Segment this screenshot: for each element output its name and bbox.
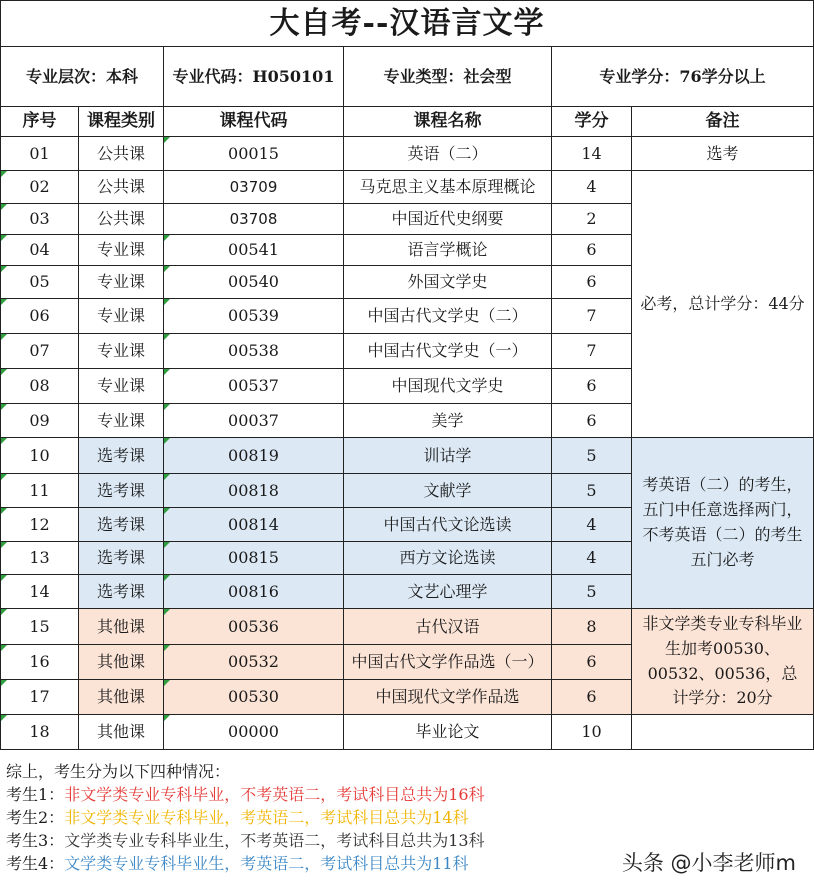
- row-name: 中国古代文论选读: [344, 508, 552, 542]
- row-no: 17: [1, 680, 79, 715]
- summary-text: 非文学类专业专科毕业，考英语二，考试科目总共为14科: [64, 808, 469, 827]
- row-credit: 7: [552, 334, 632, 369]
- page-title: 大自考--汉语言文学: [1, 1, 814, 47]
- row-category: 其他课: [79, 609, 164, 645]
- row-name: 英语（二）: [344, 137, 552, 171]
- info-credits: 专业学分：76学分以上: [552, 47, 814, 107]
- row-code: 03708: [164, 204, 344, 235]
- row-no: 10: [1, 438, 79, 474]
- row-name: 中国古代文学作品选（一）: [344, 645, 552, 680]
- row-no: 15: [1, 609, 79, 645]
- row-credit: 6: [552, 266, 632, 299]
- summary-label: 考生2：: [6, 808, 65, 827]
- row-name: 美学: [344, 404, 552, 438]
- row-category: 其他课: [79, 645, 164, 680]
- row-category: 公共课: [79, 204, 164, 235]
- summary-line-2: [6, 806, 806, 829]
- row-category: 专业课: [79, 235, 164, 266]
- row-category: 专业课: [79, 404, 164, 438]
- remark-additional: 非文学类专业专科毕业生加考00530、00532、00536，总计学分：20分: [632, 609, 814, 715]
- row-credit: 6: [552, 404, 632, 438]
- row-credit: 6: [552, 645, 632, 680]
- row-code: 00530: [164, 680, 344, 715]
- row-code: 00538: [164, 334, 344, 369]
- row-code: 00818: [164, 474, 344, 508]
- summary-label: 考生3：: [6, 831, 65, 850]
- row-name: 文献学: [344, 474, 552, 508]
- row-no: 01: [1, 137, 79, 171]
- row-credit: 6: [552, 235, 632, 266]
- row-code: 00539: [164, 299, 344, 334]
- row-credit: 8: [552, 609, 632, 645]
- row-category: 专业课: [79, 334, 164, 369]
- info-type: 专业类型：社会型: [344, 47, 552, 107]
- row-no: 11: [1, 474, 79, 508]
- row-credit: 6: [552, 680, 632, 715]
- row-no: 02: [1, 171, 79, 204]
- row-credit: 2: [552, 204, 632, 235]
- remark-empty: [632, 715, 814, 750]
- row-category: 其他课: [79, 715, 164, 750]
- row-name: 中国近代史纲要: [344, 204, 552, 235]
- row-credit: 4: [552, 508, 632, 542]
- row-no: 18: [1, 715, 79, 750]
- row-name: 文艺心理学: [344, 575, 552, 609]
- row-credit: 5: [552, 575, 632, 609]
- row-name: 外国文学史: [344, 266, 552, 299]
- row-code: 00037: [164, 404, 344, 438]
- summary-text: 文学类专业专科毕业生，考英语二，考试科目总共为11科: [64, 854, 469, 873]
- header-course-name: 课程名称: [344, 107, 552, 137]
- row-credit: 4: [552, 171, 632, 204]
- row-code: 00814: [164, 508, 344, 542]
- row-code: 00819: [164, 438, 344, 474]
- remark-required: 必考，总计学分：44分: [632, 171, 814, 438]
- row-no: 07: [1, 334, 79, 369]
- row-code: 00815: [164, 542, 344, 575]
- row-name: 语言学概论: [344, 235, 552, 266]
- row-category: 选考课: [79, 438, 164, 474]
- header-course-code: 课程代码: [164, 107, 344, 137]
- remark-optional: 考英语（二）的考生，五门中任意选择两门，不考英语（二）的考生五门必考: [632, 438, 814, 609]
- row-name: 中国古代文学史（二）: [344, 299, 552, 334]
- summary-text: 文学类专业专科毕业生，不考英语二，考试科目总共为13科: [64, 831, 485, 850]
- row-category: 选考课: [79, 542, 164, 575]
- row-name: 中国现代文学史: [344, 369, 552, 404]
- row-category: 专业课: [79, 369, 164, 404]
- row-code: 00537: [164, 369, 344, 404]
- row-credit: 14: [552, 137, 632, 171]
- row-code: 00532: [164, 645, 344, 680]
- row-name: 中国现代文学作品选: [344, 680, 552, 715]
- row-no: 13: [1, 542, 79, 575]
- row-category: 公共课: [79, 137, 164, 171]
- row-category: 专业课: [79, 266, 164, 299]
- row-credit: 4: [552, 542, 632, 575]
- row-category: 公共课: [79, 171, 164, 204]
- header-credit: 学分: [552, 107, 632, 137]
- row-no: 03: [1, 204, 79, 235]
- row-name: 马克思主义基本原理概论: [344, 171, 552, 204]
- watermark: 头条 @小李老师m: [621, 851, 796, 875]
- row-credit: 5: [552, 438, 632, 474]
- row-no: 14: [1, 575, 79, 609]
- row-code: 00015: [164, 137, 344, 171]
- info-code: 专业代码：H050101: [164, 47, 344, 107]
- summary-line-1: [6, 783, 806, 806]
- row-name: 毕业论文: [344, 715, 552, 750]
- summary-label: 考生1：: [6, 785, 65, 804]
- row-code: 03709: [164, 171, 344, 204]
- header-no: 序号: [1, 107, 79, 137]
- row-no: 12: [1, 508, 79, 542]
- row-code: 00540: [164, 266, 344, 299]
- row-name: 古代汉语: [344, 609, 552, 645]
- row-code: 00000: [164, 715, 344, 750]
- row-category: 专业课: [79, 299, 164, 334]
- row-credit: 10: [552, 715, 632, 750]
- row-no: 09: [1, 404, 79, 438]
- row-no: 08: [1, 369, 79, 404]
- row-name: 西方文论选读: [344, 542, 552, 575]
- row-name: 训诂学: [344, 438, 552, 474]
- row-code: 00541: [164, 235, 344, 266]
- row-credit: 5: [552, 474, 632, 508]
- info-level: 专业层次：本科: [1, 47, 164, 107]
- summary-label: 考生4：: [6, 854, 65, 873]
- row-no: 04: [1, 235, 79, 266]
- summary-intro: 综上，考生分为以下四种情况：: [6, 762, 231, 781]
- row-code: 00536: [164, 609, 344, 645]
- row-category: 其他课: [79, 680, 164, 715]
- row-credit: 7: [552, 299, 632, 334]
- row-no: 16: [1, 645, 79, 680]
- row-no: 05: [1, 266, 79, 299]
- row-category: 选考课: [79, 508, 164, 542]
- summary-text: 非文学类专业专科毕业，不考英语二，考试科目总共为16科: [64, 785, 485, 804]
- row-name: 中国古代文学史（一）: [344, 334, 552, 369]
- row-category: 选考课: [79, 575, 164, 609]
- row-no: 06: [1, 299, 79, 334]
- row-credit: 6: [552, 369, 632, 404]
- row-category: 选考课: [79, 474, 164, 508]
- row-code: 00816: [164, 575, 344, 609]
- remark-elective: 选考: [632, 137, 814, 171]
- header-remark: 备注: [632, 107, 814, 137]
- header-category: 课程类别: [79, 107, 164, 137]
